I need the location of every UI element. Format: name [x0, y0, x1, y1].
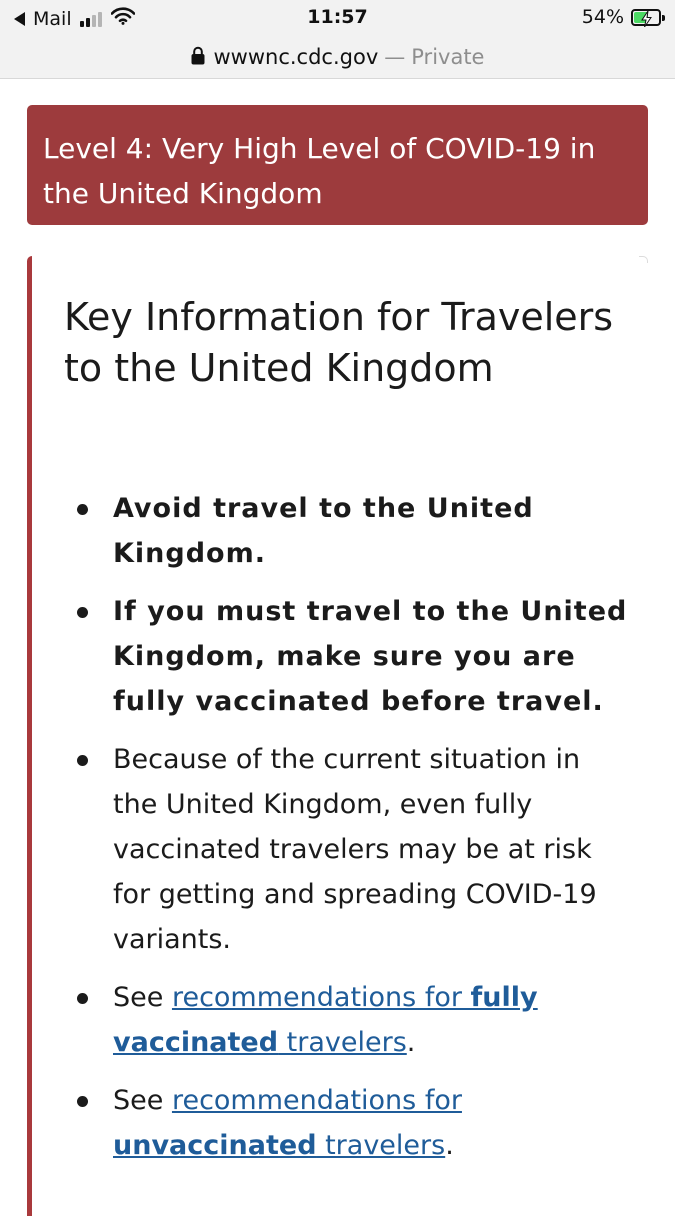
link-text[interactable]: travelers — [316, 1130, 446, 1161]
battery-icon — [631, 9, 661, 26]
bolt-icon — [641, 10, 652, 32]
link-strong-text[interactable]: unvaccinated — [113, 1130, 317, 1161]
period: . — [445, 1130, 454, 1161]
url-separator: — — [384, 45, 406, 69]
see-prefix: See — [113, 1085, 172, 1116]
period: . — [406, 1027, 416, 1058]
status-time: 11:57 — [307, 6, 368, 28]
see-prefix: See — [113, 982, 172, 1013]
key-info-title: Key Information for Travelers to the United Kingdom — [64, 295, 614, 390]
link-strong-text[interactable]: fully vaccinated — [113, 982, 538, 1058]
battery-cap — [662, 15, 665, 21]
fully-vaccinated-recommendations-link[interactable] — [113, 982, 538, 1058]
url-bar[interactable] — [0, 36, 675, 79]
link-text[interactable]: travelers — [278, 1027, 407, 1058]
key-info-card — [27, 256, 648, 1216]
back-app-label[interactable]: Mail — [33, 7, 72, 30]
key-info-list — [32, 486, 648, 1168]
lock-icon — [191, 46, 205, 70]
status-right — [582, 6, 661, 28]
list-item — [32, 975, 648, 1065]
url-domain[interactable]: wwwnc.cdc.gov — [213, 45, 379, 69]
link-text[interactable]: recommendations for — [171, 1085, 462, 1116]
list-item — [32, 1078, 648, 1168]
list-item: Because of the current situation in the United Kingdom, even fully vaccinated travelers may be at risk for getting and spreading COVID-19 variants. — [32, 737, 648, 962]
travel-level-alert: Level 4: Very High Level of COVID-19 in the United Kingdom — [27, 105, 648, 225]
list-item: Avoid travel to the United Kingdom. — [32, 486, 648, 576]
list-item: If you must travel to the United Kingdom, make sure you are fully vaccinated before travel. — [32, 589, 648, 724]
private-mode-label: Private — [411, 45, 485, 69]
link-text[interactable]: recommendations for — [171, 982, 471, 1013]
battery-percent: 54% — [581, 6, 624, 28]
status-bar — [0, 0, 675, 36]
card-corner — [639, 256, 648, 263]
